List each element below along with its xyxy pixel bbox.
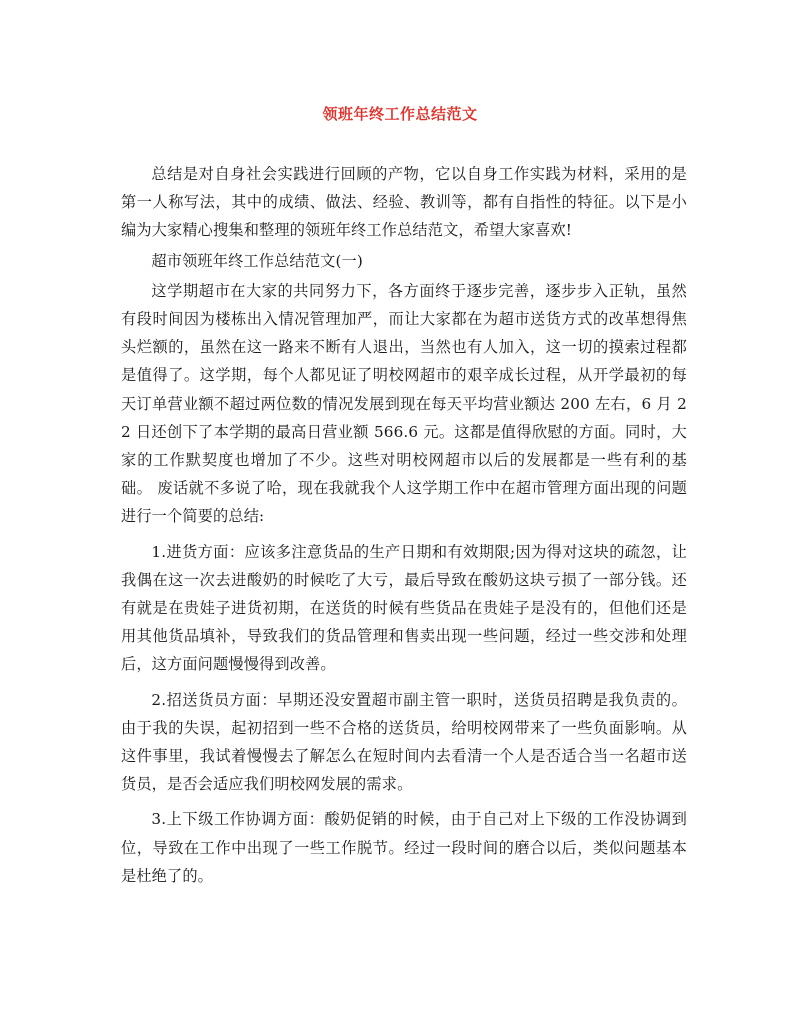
body-paragraph-overview: 这学期超市在大家的共同努力下，各方面终于逐步完善，逐步步入正轨，虽然有段时间因为楼栋出入情况管理加严，而让大家都在为超市送货方式的改革想得焦头烂额的，虽然在这一路来不断有人退出，当然也有人加入，这一切的摸索过程都是值得了。这学期，每个人都见证了明校网超市的艰辛成长过程，从开学最初的每天订单营业额不超过两位数的情况发展到现在每天平均营业额达 200 左右，6 月 22 日还创下了本学期的最高日营业额 566.6 元。这都是值得欣慰的方面。同时，大家的工作默契度也增加了不少。这些对明校网超市以后的发展都是一些有利的基础。 废话就不多说了哈，现在我就我个人这学期工作中在超市管理方面出现的问题进行一个简要的总结: bbox=[121, 281, 687, 526]
section-heading: 超市领班年终工作总结范文(一) bbox=[151, 251, 363, 270]
intro-paragraph: 总结是对自身社会实践进行回顾的产物，它以自身工作实践为材料，采用的是第一人称写法，其中的成绩、做法、经验、教训等，都有自指性的特征。以下是小编为大家精心搜集和整理的领班年终工作总结范文，希望大家喜欢! bbox=[121, 165, 687, 240]
body-paragraph-recruiting: 2.招送货员方面：早期还没安置超市副主管一职时，送货员招聘是我负责的。由于我的失误，起初招到一些不合格的送货员，给明校网带来了一些负面影响。从这件事里，我试着慢慢去了解怎么在短时间内去看清一个人是否适合当一名超市送货员，是否会适应我们明校网发展的需求。 bbox=[121, 690, 687, 794]
body-paragraph-purchasing: 1.进货方面：应该多注意货品的生产日期和有效期限;因为得对这块的疏忽，让我偶在这一次去进酸奶的时候吃了大亏，最后导致在酸奶这块亏损了一部分钱。还有就是在贵娃子进货初期，在送货的时候有些货品在贵娃子是没有的，但他们还是用其他货品填补，导致我们的货品管理和售卖出现一些问题，经过一些交涉和处理后，这方面问题慢慢得到改善。 bbox=[121, 542, 687, 674]
document-title: 领班年终工作总结范文 bbox=[322, 105, 478, 123]
document-body bbox=[121, 160, 687, 897]
body-paragraph-coordination: 3.上下级工作协调方面：酸奶促销的时候，由于自己对上下级的工作没协调到位，导致在工作中出现了一些工作脱节。经过一段时间的磨合以后，类似问题基本是杜绝了的。 bbox=[121, 810, 687, 885]
